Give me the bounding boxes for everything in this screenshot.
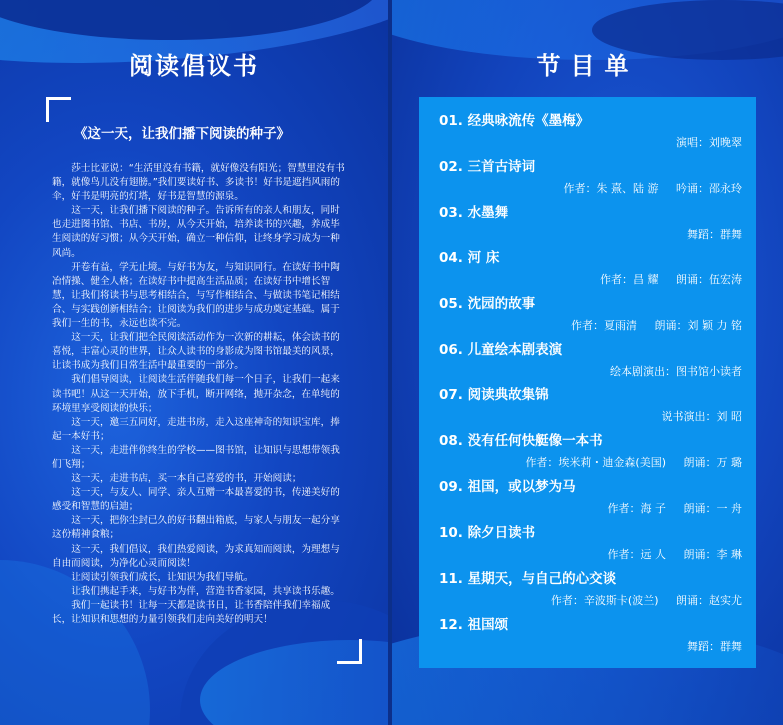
program-item-credit: 作者：夏雨清 朗诵：刘 颖 力 铭 [571, 319, 742, 332]
program-item-credit: 作者：昌 耀 朗诵：伍宏涛 [600, 273, 742, 286]
program-item [439, 341, 742, 379]
program-item-credit: 舞蹈：群舞 [687, 228, 742, 241]
program-list [419, 97, 756, 668]
program-item [439, 616, 742, 654]
paragraph: 我们倡导阅读，让阅读生活伴随我们每一个日子，让我们一起来读书吧！从这一天开始，放下手机，断开网络，抛开杂念，在单纯的环境里享受阅读的快乐； [52, 374, 340, 414]
paragraph: 这一天，走进伴你终生的学校——图书馆，让知识与思想带领我们飞翔； [52, 444, 340, 470]
program-item [439, 524, 742, 562]
paragraph: 这一天，我们倡议，我们热爱阅读，为求真知而阅读，为理想与自由而阅读，为净化心灵而阅读！ [52, 543, 340, 569]
program-item-credit: 演唱：刘晚翠 [676, 136, 742, 149]
proposal-subtitle: 《这一天，让我们播下阅读的种子》 [74, 126, 290, 142]
program-item-credit: 舞蹈：群舞 [687, 640, 742, 653]
program-title: 节目单 [536, 52, 639, 80]
program-item-credit: 绘本剧演出：图书馆小读者 [610, 365, 742, 378]
program-item-title: 02. 三首古诗词 [439, 159, 536, 175]
paragraph: 我们一起读书！让每一天都是读书日，让书香陪伴我们幸福成长，让知识和思想的力量引领我们走向美好的明天！ [52, 599, 331, 625]
paragraph: 开卷有益，学无止境。与好书为友，与知识同行。在读好书中陶冶情操、健全人格；在读好书中提高生活品质；在读好书中增长智慧，让我们将读书与思考相结合，与写作相结合、与做读书笔记相结合、与实践创新相结合；让阅读为我们的进步与成功奠定基础。属于我们一生的书，永远也读不完。 [52, 261, 340, 330]
program-item-credit: 作者：辛波斯卡(波兰) 朗诵：赵实尤 [550, 594, 742, 607]
program-item-title: 11. 星期天，与自己的心交谈 [439, 571, 617, 587]
program-item [439, 249, 742, 287]
paragraph: 这一天，与友人、同学、亲人互赠一本最喜爱的书，传递美好的感受和智慧的启迪； [52, 487, 340, 513]
proposal-body [52, 162, 349, 627]
program-item-credit: 说书演出：刘 昭 [661, 410, 742, 423]
paragraph: 莎士比亚说：“生活里没有书籍，就好像没有阳光；智慧里没有书籍，就像鸟儿没有翅膀。”我们要读好书、多读书！好书是遮挡风雨的伞，好书是明亮的灯塔，好书是智慧的源泉。 [52, 163, 345, 203]
left-panel [0, 0, 388, 725]
paragraph: 让我们携起手来，与好书为伴，营造书香家园，共享读书乐趣。 [71, 585, 340, 597]
proposal-title: 阅读倡议书 [129, 52, 259, 80]
corner-bracket-bottom-right [337, 639, 362, 664]
program-item [439, 570, 742, 608]
program-item [439, 432, 742, 470]
corner-bracket-top-left [46, 97, 71, 122]
paragraph: 这一天，让我们把全民阅读活动作为一次新的耕耘，体会读书的喜悦，丰富心灵的世界，让众人读书的身影成为图书馆最美的风景，让读书成为我们日常生活中最重要的一部分。 [52, 332, 340, 372]
program-item-title: 01. 经典咏流传《墨梅》 [439, 113, 590, 129]
program-item-title: 12. 祖国颂 [439, 617, 509, 633]
program-item-title: 04. 河 床 [439, 250, 500, 266]
program-item [439, 112, 742, 150]
program-item-title: 07. 阅读典故集锦 [439, 387, 549, 403]
program-item [439, 204, 742, 242]
paragraph: 这一天，走进书店，买一本自己喜爱的书，开始阅读； [71, 473, 302, 485]
program-item-title: 05. 沈园的故事 [439, 296, 536, 312]
program-item-credit: 作者：埃米莉・迪金森(美国) 朗诵：万 璐 [525, 456, 742, 469]
paragraph: 这一天，邀三五同好，走进书房，走入这座神奇的知识宝库，捧起一本好书； [52, 416, 340, 442]
program-item [439, 386, 742, 424]
program-item-title: 10. 除夕日读书 [439, 525, 536, 541]
program-item [439, 295, 742, 333]
program-item-title: 06. 儿童绘本剧表演 [439, 342, 563, 358]
paragraph: 让阅读引领我们成长，让知识为我们导航。 [71, 571, 254, 583]
program-item-title: 09. 祖国，或以梦为马 [439, 479, 576, 495]
program-item [439, 478, 742, 516]
program-item [439, 158, 742, 196]
program-item-title: 03. 水墨舞 [439, 205, 509, 221]
program-item-title: 08. 没有任何快艇像一本书 [439, 433, 603, 449]
program-item-credit: 作者：远 人 朗诵：李 琳 [607, 548, 742, 561]
program-item-credit: 作者：朱 熹、陆 游 吟诵：邵永玲 [563, 182, 742, 195]
program-item-credit: 作者：海 子 朗诵：一 舟 [607, 502, 742, 515]
paragraph: 这一天，让我们播下阅读的种子。告诉所有的亲人和朋友，同时也走进图书馆、书店、书房，从今天开始，培养读书的兴趣，养成毕生阅读的好习惯；从今天开始，确立一种信仰，让终身学习成为一种风尚。 [52, 205, 340, 259]
paragraph: 这一天，把你尘封已久的好书翻出箱底，与家人与朋友一起分享这份精神食粮； [52, 515, 340, 541]
